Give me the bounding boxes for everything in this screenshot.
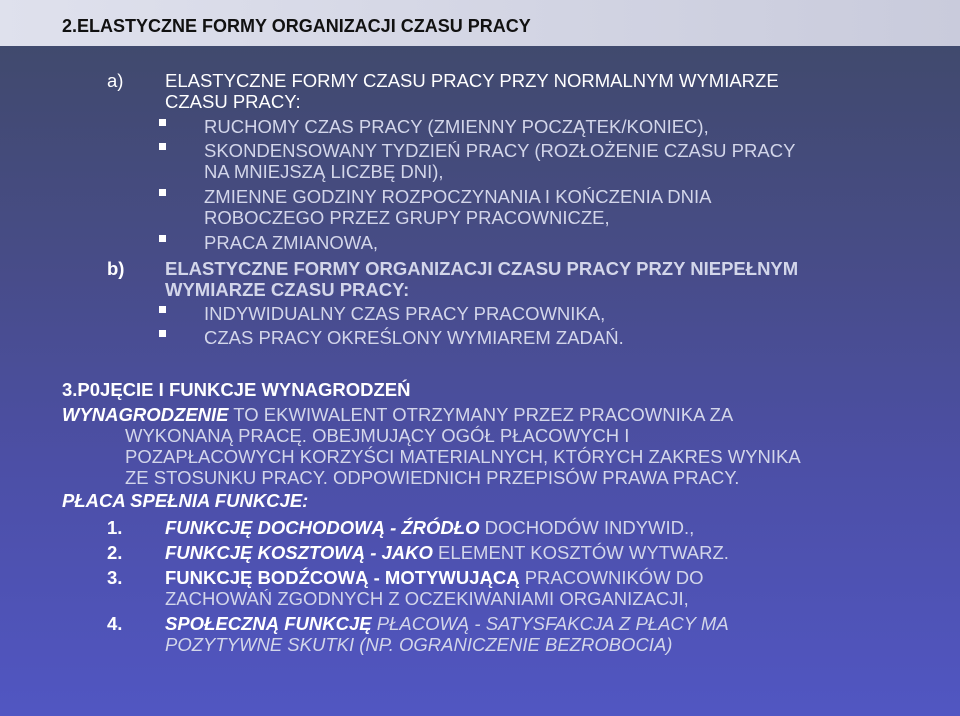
functions-heading: PŁACA SPEŁNIA FUNKCJE: (62, 490, 309, 511)
section-a-bullet-4: PRACA ZMIANOWA, (204, 232, 379, 253)
function-4-number: 4. (107, 613, 123, 634)
definition-line2: WYKONANĄ PRACĘ. OBEJMUJĄCY OGÓŁ PŁACOWYCH I (125, 425, 630, 446)
section-a-bullet-3-line2: ROBOCZEGO PRZEZ GRUPY PRACOWNICZE, (204, 207, 610, 228)
bullet-square-icon (159, 143, 166, 150)
function-1-bold: FUNKCJĘ DOCHODOWĄ - ŹRÓDŁO (165, 517, 480, 538)
section-b-bullet-2: CZAS PRACY OKREŚLONY WYMIAREM ZADAŃ. (204, 327, 624, 348)
function-1-number: 1. (107, 517, 123, 538)
function-4-bold: SPOŁECZNĄ FUNKCJĘ (165, 613, 372, 634)
definition-term: WYNAGRODZENIE (62, 404, 229, 425)
section-a-heading-line2: CZASU PRACY: (165, 91, 301, 112)
function-3-bold: FUNKCJĘ BODŹCOWĄ - MOTYWUJĄCĄ (165, 567, 520, 588)
bullet-square-icon (159, 189, 166, 196)
definition-text-1: TO EKWIWALENT OTRZYMANY PRZEZ PRACOWNIKA ZA (228, 404, 734, 425)
section-b-marker: b) (107, 258, 125, 279)
section-b-heading-line1: ELASTYCZNE FORMY ORGANIZACJI CZASU PRACY PRZY NIEPEŁNYM (165, 258, 799, 279)
function-4-line1 (165, 613, 729, 634)
section-a-marker: a) (107, 70, 124, 91)
function-4-line2: POZYTYWNE SKUTKI (NP. OGRANICZENIE BEZROBOCIA) (165, 634, 673, 655)
function-3-line2: ZACHOWAŃ ZGODNYCH Z OCZEKIWANIAMI ORGANIZACJI, (165, 588, 689, 609)
function-3-line1 (165, 567, 704, 588)
section-a-bullet-3-line1: ZMIENNE GODZINY ROZPOCZYNANIA I KOŃCZENIA DNIA (204, 186, 712, 207)
slide-title: 2.ELASTYCZNE FORMY ORGANIZACJI CZASU PRACY (62, 16, 531, 36)
section-b-heading-line2: WYMIARZE CZASU PRACY: (165, 279, 410, 300)
section-a-bullet-2-line1: SKONDENSOWANY TYDZIEŃ PRACY (ROZŁOŻENIE CZASU PRACY (204, 140, 796, 161)
bullet-square-icon (159, 119, 166, 126)
definition-line1 (62, 404, 733, 425)
function-2 (165, 542, 729, 563)
function-2-bold: FUNKCJĘ KOSZTOWĄ - JAKO (165, 542, 433, 563)
function-1-rest: DOCHODÓW INDYWID., (479, 517, 695, 538)
definition-line4: ZE STOSUNKU PRACY. ODPOWIEDNICH PRZEPISÓW PRAWA PRACY. (125, 467, 740, 488)
bullet-square-icon (159, 306, 166, 313)
function-1 (165, 517, 694, 538)
section-a-bullet-1: RUCHOMY CZAS PRACY (ZMIENNY POCZĄTEK/KONIEC), (204, 116, 709, 137)
section-a-bullet-2-line2: NA MNIEJSZĄ LICZBĘ DNI), (204, 161, 444, 182)
function-2-number: 2. (107, 542, 123, 563)
section-b-bullet-1: INDYWIDUALNY CZAS PRACY PRACOWNIKA, (204, 303, 606, 324)
section-3-heading: 3.P0JĘCIE I FUNKCJE WYNAGRODZEŃ (62, 379, 411, 400)
definition-line3: POZAPŁACOWYCH KORZYŚCI MATERIALNYCH, KTÓRYCH ZAKRES WYNIKA (125, 446, 801, 467)
function-3-rest: PRACOWNIKÓW DO (519, 567, 704, 588)
bullet-square-icon (159, 330, 166, 337)
function-3-number: 3. (107, 567, 123, 588)
function-2-rest: ELEMENT KOSZTÓW WYTWARZ. (432, 542, 729, 563)
bullet-square-icon (159, 235, 166, 242)
section-a-heading-line1: ELASTYCZNE FORMY CZASU PRACY PRZY NORMALNYM WYMIARZE (165, 70, 779, 91)
function-4-rest: PŁACOWĄ - SATYSFAKCJA Z PŁACY MA (371, 613, 729, 634)
